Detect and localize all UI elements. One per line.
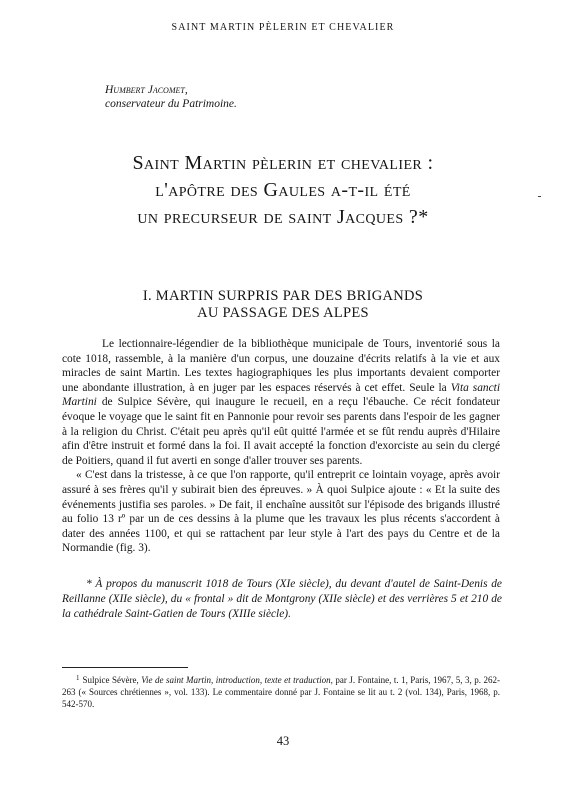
section-heading bbox=[60, 288, 506, 322]
article-title bbox=[60, 150, 506, 231]
running-head: SAINT MARTIN PÈLERIN ET CHEVALIER bbox=[171, 22, 395, 33]
title-line-2: l'apôtre des Gaules a-t-il été bbox=[155, 179, 411, 201]
paragraph-1-end: de Sulpice Sévère, qui inaugure le recueil, en a reçu l'ébauche. Ce récit fondateur évoque le voyage que le saint fit en Pannonie pour revoir ses parents dans l'espoir de les gagner à la religion du Christ. C'était peu après qu'il eût quitté l'armée et se fût rendu auprès d'Hilaire afin d'être instruit et formé dans la foi. Il avait accepté la fonction d'exorciste au sein du clergé de Poitiers, quand il fut averti en songe d'aller trouver ses parents. bbox=[62, 396, 500, 467]
footnote-mark: 1 bbox=[76, 674, 80, 682]
footnote-work-title: Vie de saint Martin, introduction, texte et traduction, bbox=[141, 675, 333, 685]
footnote-1 bbox=[62, 672, 500, 710]
scan-speck bbox=[538, 196, 541, 197]
footnote-rest: par J. Fontaine, t. 1, Paris, 1967, 5, 3, p. 262-263 (« Sources chrétiennes », vol. 133). Le commentaire donné par J. Fontaine se lit au t. 2 (vol. 134), Paris, 1968, p. 542-570. bbox=[62, 675, 501, 709]
paragraph-1-italic-title: Vita sancti Martini bbox=[62, 381, 500, 409]
author-role: conservateur du Patrimoine. bbox=[105, 98, 237, 110]
paragraph-1-start: Le lectionnaire-légendier de la bibliothèque municipale de Tours, inventorié sous la cote 1018, rassemble, à la manière d'un corpus, une douzaine d'écrits relatifs à la vie et aux miracles de saint Martin. Les textes hagiographiques les plus importants devaient comporter une abondante illustration, à en juger par les espaces réservés à cet effet. Seule la bbox=[62, 338, 500, 394]
footnote-author: Sulpice Sévère, bbox=[82, 675, 142, 685]
star-note: * À propos du manuscrit 1018 de Tours (XIe siècle), du devant d'autel de Saint-Denis de Reillanne (XIIe siècle), du « frontal » dit de Montgrony (XIIe siècle) et des verrières 5 et 210 de la cathédrale Saint-Gatien de Tours (XIIIe siècle). bbox=[62, 578, 502, 620]
paragraph-1 bbox=[62, 337, 500, 468]
body-text bbox=[62, 337, 500, 556]
author-block bbox=[105, 83, 237, 111]
title-line-1: Saint Martin pèlerin et chevalier : bbox=[132, 152, 434, 174]
author-name: Humbert Jacomet, bbox=[105, 84, 188, 96]
section-heading-line-2: AU PASSAGE DES ALPES bbox=[197, 305, 369, 321]
section-heading-line-1: I. MARTIN SURPRIS PAR DES BRIGANDS bbox=[142, 288, 424, 304]
footnote-rule bbox=[62, 667, 188, 668]
paragraph-2: « C'est dans la tristesse, à ce que l'on rapporte, qu'il entreprit ce lointain voyage, après avoir assuré à ses frères qu'il y subirait bien des épreuves. » À quoi Sulpice ajoute : « Et la suite des événements justifia ses paroles. » De fait, il enchaîne aussitôt sur l'épisode des brigands illustré au folio 13 rº par un de ces dessins à la plume que les travaux les plus récents s'accordent à dater des années 1100, et qui se rattachent par leur style à l'art des pays du Centre et de la Normandie (fig. 3). bbox=[62, 469, 500, 555]
page-number: 43 bbox=[276, 734, 290, 748]
title-line-3: un precurseur de saint Jacques ?* bbox=[137, 206, 429, 228]
